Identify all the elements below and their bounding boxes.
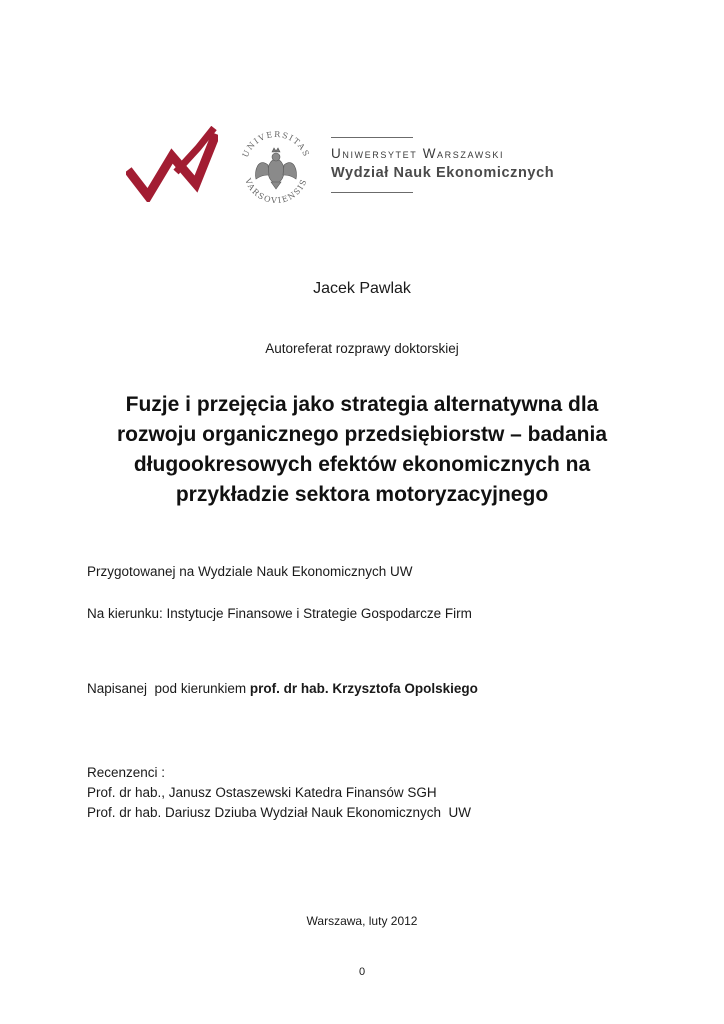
university-name: Uniwersytet Warszawski bbox=[331, 146, 505, 161]
header-rule-bottom bbox=[331, 192, 413, 193]
faculty-logo bbox=[126, 126, 218, 202]
supervisor-line bbox=[87, 681, 478, 696]
thesis-title bbox=[100, 390, 624, 510]
title-line: przykładzie sektora motoryzacyjnego bbox=[175, 483, 549, 506]
supervisor-name: prof. dr hab. Krzysztofa Opolskiego bbox=[249, 681, 478, 696]
page-number: 0 bbox=[358, 966, 366, 978]
title-line: Fuzje i przejęcia jako strategia alternatywna dla bbox=[125, 393, 599, 416]
reviewers-label: Recenzenci : bbox=[87, 765, 166, 780]
place-date: Warszawa, luty 2012 bbox=[306, 914, 418, 928]
supervisor-prefix: Napisanej pod kierunkiem bbox=[87, 681, 250, 696]
title-line: rozwoju organicznego przedsiębiorstw – badania bbox=[116, 423, 608, 446]
university-seal-icon bbox=[236, 127, 316, 207]
title-line: długookresowych efektów ekonomicznych na bbox=[133, 453, 591, 476]
seal-text-top: UNIVERSITAS bbox=[240, 129, 312, 159]
seal-text-bottom: VARSOVIENSIS bbox=[243, 177, 309, 206]
reviewer-item: Prof. dr hab., Janusz Ostaszewski Katedra Finansów SGH bbox=[87, 785, 437, 800]
author-name: Jacek Pawlak bbox=[313, 280, 411, 297]
reviewer-item: Prof. dr hab. Dariusz Dziuba Wydział Nauk Ekonomicznych UW bbox=[87, 805, 472, 820]
document-type: Autoreferat rozprawy doktorskiej bbox=[265, 341, 459, 356]
prepared-at: Przygotowanej na Wydziale Nauk Ekonomicznych UW bbox=[87, 564, 413, 579]
field-of-study: Na kierunku: Instytucje Finansowe i Strategie Gospodarcze Firm bbox=[87, 606, 472, 621]
header-rule-top bbox=[331, 137, 413, 138]
faculty-name: Wydział Nauk Ekonomicznych bbox=[331, 165, 555, 181]
